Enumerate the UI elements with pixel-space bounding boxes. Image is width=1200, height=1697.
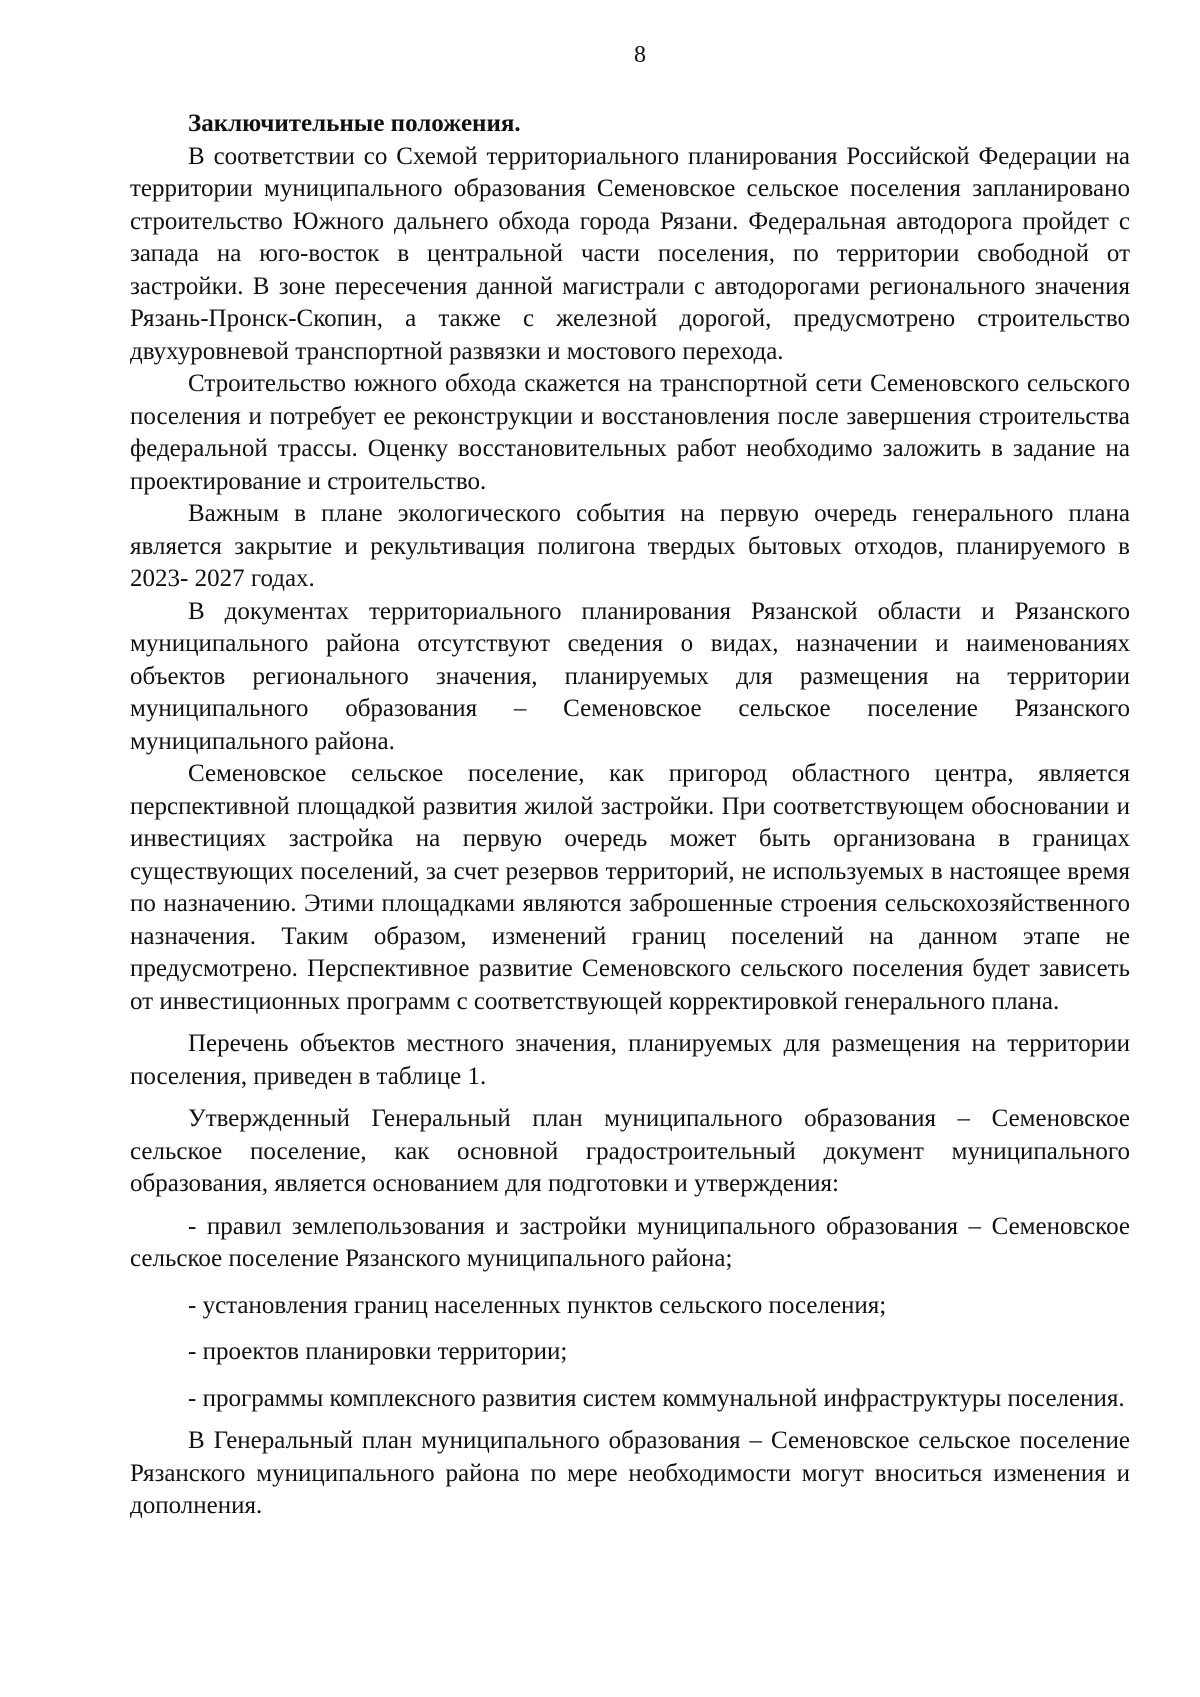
paragraph-ecology: Важным в плане экологического события на первую очередь генерального плана является закрытие и рекультивация полигона твердых бытовых отходов, планируемого в 2023- 2027 годах. [130, 500, 1130, 592]
paragraph-closing: В Генеральный план муниципального образования – Семеновское сельское поселение Рязанского муниципального района по мере необходимости могут вноситься изменения и дополнения. [130, 1427, 1130, 1519]
list-item-planning-projects: - проектов планировки территории; [188, 1338, 568, 1365]
paragraph-residential-development: Семеновское сельское поселение, как пригород областного центра, является перспективной площадкой развития жилой застройки. При соответствующем обосновании и инвестициях застройка на первую очередь может быть организована в границах существующих поселений, за счет резервов территорий, не используемых в настоящее время по назначению. Этими площадками являются заброшенные строения сельскохозяйственного назначения. Таким образом, изменений границ поселений на данном этапе не предусмотрено. Перспективное развитие Семеновского сельского поселения будет зависеть от инвестиционных программ с соответствующей корректировкой генерального плана. [130, 760, 1130, 1015]
list-item-settlement-boundaries: - установления границ населенных пунктов сельского поселения; [188, 1291, 887, 1319]
page-number: 8 [634, 42, 646, 68]
paragraph-local-objects-list: Перечень объектов местного значения, планируемых для размещения на территории поселения, приведен в таблице 1. [130, 1030, 1130, 1090]
paragraph-regional-objects: В документах территориального планирования Рязанской области и Рязанского муниципального района отсутствуют сведения о видах, назначении и наименованиях объектов регионального значения, планируемых для размещения на территории муниципального образования – Семеновское сельское поселение Рязанского муниципального района. [130, 597, 1130, 755]
document-page [130, 40, 1130, 1670]
section-title: Заключительные положения. [188, 110, 521, 137]
list-item-infrastructure-program: - программы комплексного развития систем коммунальной инфраструктуры поселения. [188, 1384, 1125, 1412]
paragraph-southern-bypass: В соответствии со Схемой территориального планирования Российской Федерации на территории муниципального образования Семеновское сельское поселения запланировано строительство Южного дальнего обхода города Рязани. Федеральная автодорога пройдет с запада на юго-восток в центральной части поселения, по территории свободной от застройки. В зоне пересечения данной магистрали с автодорогами регионального значения Рязань-Пронск-Скопин, а также с железной дорогой, предусмотрено строительство двухуровневой транспортной развязки и мостового перехода. [130, 142, 1130, 365]
paragraph-transport-network: Строительство южного обхода скажется на транспортной сети Семеновского сельского поселения и потребует ее реконструкции и восстановления после завершения строительства федеральной трассы. Оценку восстановительных работ необходимо заложить в задание на проектирование и строительство. [130, 370, 1130, 495]
list-item-land-use-rules: - правил землепользования и застройки муниципального образования – Семеновское сельское поселение Рязанского муниципального района; [130, 1212, 1130, 1272]
paragraph-approved-plan: Утвержденный Генеральный план муниципального образования – Семеновское сельское поселение, как основной градостроительный документ муниципального образования, является основанием для подготовки и утверждения: [130, 1105, 1130, 1197]
